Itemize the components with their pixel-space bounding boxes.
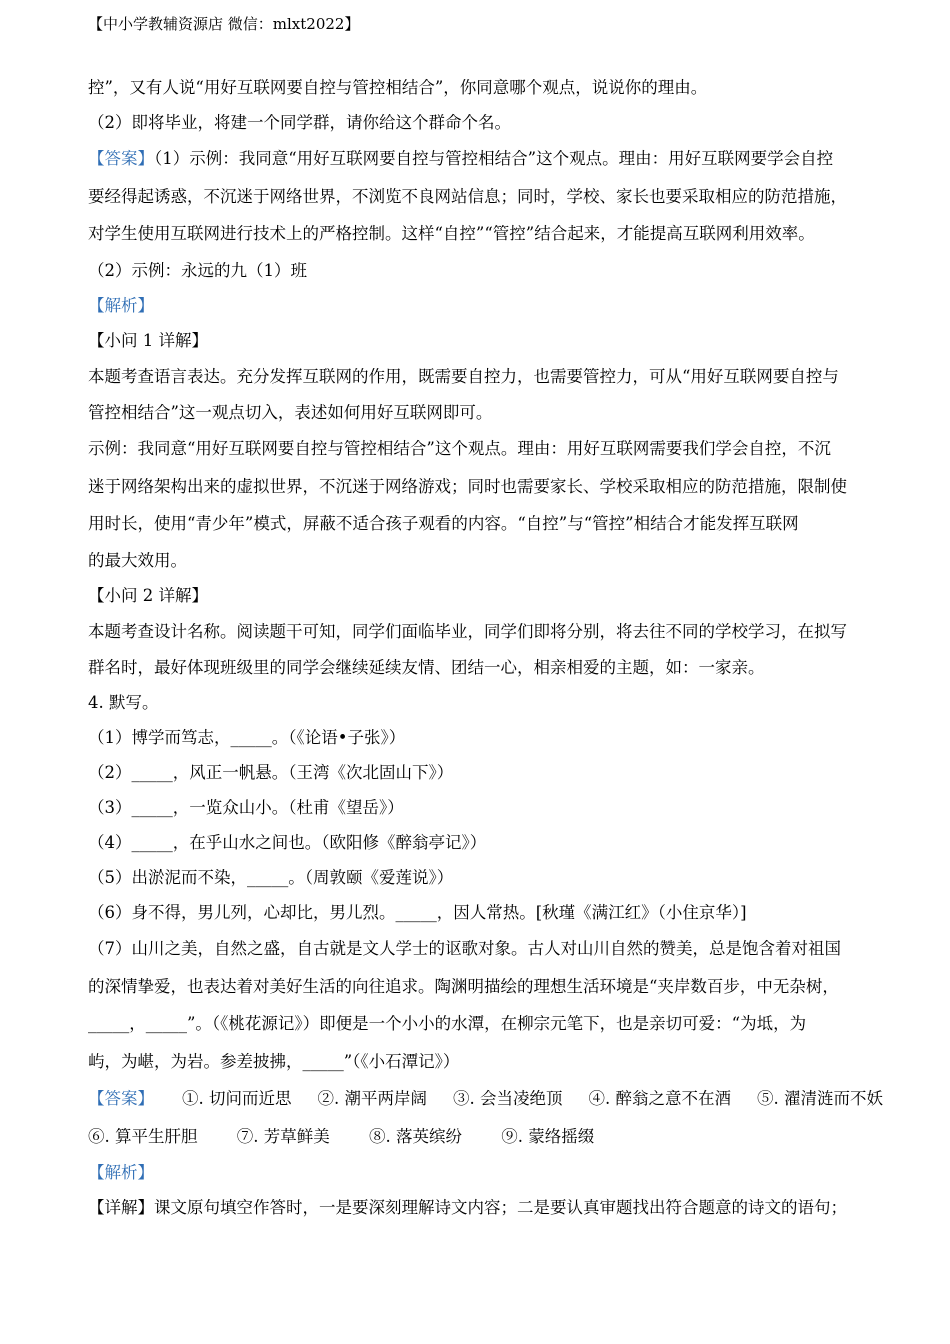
q4-item-5: （5）出淤泥而不染，_____。（周敦颐《爱莲说》）: [88, 868, 454, 887]
detail-tag: 【详解】: [88, 1198, 154, 1217]
answer-item: ⑧. 落英缤纷: [369, 1126, 462, 1146]
answer-tag: 【答案】: [88, 149, 154, 168]
answer-item: ②. 潮平两岸阔: [317, 1089, 427, 1108]
sub2-title: 【小问 2 详解】: [88, 585, 208, 605]
q3-part2: （2）即将毕业，将建一个同学群，请你给这个群命个名。: [88, 113, 511, 132]
answer-item: ①. 切问而近思: [182, 1089, 292, 1108]
q3-answer-line-4: （2）示例：永远的九（1）班: [88, 260, 307, 280]
q3-part1-tail: 控”，又有人说“用好互联网要自控与管控相结合”，你同意哪个观点，说说你的理由。: [88, 78, 708, 97]
q4-item-7-line-2: 的深情挚爱，也表达着对美好生活的向往追求。陶渊明描绘的理想生活环境是“夹岸数百步，中无杂树，: [88, 976, 839, 996]
q4-item-2: （2）_____，风正一帆悬。（王湾《次北固山下》）: [88, 763, 454, 782]
sub2-line-1: 本题考查设计名称。阅读题干可知，同学们面临毕业，同学们即将分别，将去往不同的学校学习，在拟写: [88, 621, 847, 641]
sub2-line-2: 群名时，最好体现班级里的同学会继续延续友情、团结一心，相亲相爱的主题，如：一家亲。: [88, 658, 765, 677]
q3-answer-line-3: 对学生使用互联网进行技术上的严格控制。这样“自控”“管控”结合起来，才能提高互联网利用效率。: [88, 224, 815, 243]
detail-line: 【详解】课文原句填空作答时，一是要深刻理解诗文内容；二是要认真审题找出符合题意的诗文的语句；: [88, 1198, 847, 1217]
answer-item: ⑤. 濯清涟而不妖: [757, 1089, 883, 1108]
q4-item-4: （4）_____，在乎山水之间也。（欧阳修《醉翁亭记》）: [88, 833, 487, 852]
answer-item: ⑦. 芳草鲜美: [236, 1126, 330, 1146]
document-body: [88, 70, 883, 1225]
sub1-line-3: 示例：我同意“用好互联网要自控与管控相结合”这个观点。理由：用好互联网需要我们学会自控，不沉: [88, 439, 831, 458]
sub1-line-1: 本题考查语言表达。充分发挥互联网的作用，既需要自控力，也需要管控力，可从“用好互联网要自控与: [88, 366, 839, 386]
q4-item-3: （3）_____，一览众山小。（杜甫《望岳》）: [88, 798, 404, 817]
q3-answer-line-1: 【答案】（1）示例：我同意“用好互联网要自控与管控相结合”这个观点。理由：用好互联网要学会自控: [88, 149, 834, 168]
q4-item-6: （6）身不得，男儿列，心却比，男儿烈。_____，因人常热。[秋瑾《满江红》（小住京华）]: [88, 903, 747, 922]
q4-answers-row-2: [88, 1118, 868, 1156]
sub1-line-6: 的最大效用。: [88, 550, 187, 570]
sub1-line-4: 迷于网络架构出来的虚拟世界，不沉迷于网络游戏；同时也需要家长、学校采取相应的防范措施，限制使: [88, 476, 847, 496]
q4-item-1: （1）博学而笃志，_____。（《论语•子张》）: [88, 728, 406, 747]
sub1-title: 【小问 1 详解】: [88, 330, 208, 350]
q4-title: 4. 默写。: [88, 693, 159, 712]
answer-item: ⑨. 蒙络摇缀: [501, 1126, 595, 1146]
q4-item-7-line-4: 屿，为嵁，为岩。参差披拂，_____”（《小石潭记》）: [88, 1051, 460, 1071]
page-header: 【中小学教辅资源店 微信：mlxt2022】: [88, 15, 360, 33]
analysis-tag: 【解析】: [88, 295, 154, 315]
analysis-tag-2: 【解析】: [88, 1163, 154, 1182]
answer-item: ⑥. 算平生肝胆: [88, 1126, 198, 1146]
sub1-line-5: 用时长，使用“青少年”模式，屏蔽不适合孩子观看的内容。“自控”与“管控”相结合才能发挥互联网: [88, 514, 799, 533]
answer-item: ③. 会当凌绝顶: [453, 1089, 563, 1108]
answer-item: ④. 醉翁之意不在酒: [588, 1089, 731, 1108]
q4-item-7-line-1: （7）山川之美，自然之盛，自古就是文人学士的讴歌对象。古人对山川自然的赞美，总是饱含着对祖国: [88, 939, 841, 958]
q3-answer-line-2: 要经得起诱惑，不沉迷于网络世界，不浏览不良网站信息；同时，学校、家长也要采取相应的防范措施，: [88, 186, 847, 206]
q4-answers-row-1: [88, 1080, 883, 1118]
q4-item-7-line-3: _____，_____”。（《桃花源记》）即便是一个小小的水潭，在柳宗元笔下，也是亲切可爱：“为坻，为: [88, 1014, 807, 1033]
answer-tag-2: 【答案】: [88, 1089, 154, 1108]
sub1-line-2: 管控相结合”这一观点切入，表述如何用好互联网即可。: [88, 403, 493, 422]
